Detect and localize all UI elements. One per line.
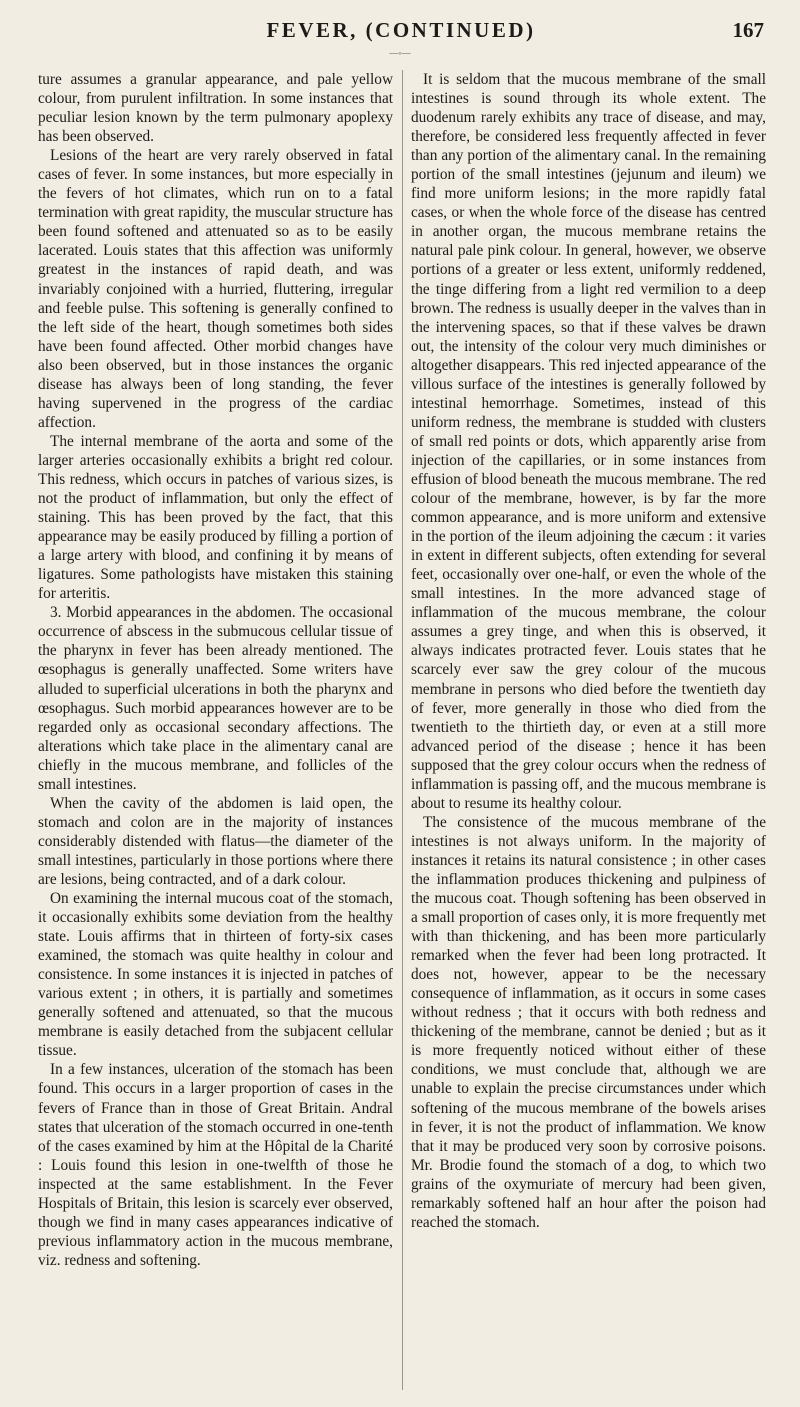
paragraph: When the cavity of the abdomen is laid open, the stomach and colon are in the majority of instances considerably distended with flatus—the diameter of the small intestines, particularly in those portions where there are lesions, being contracted, and of a dark colour. [38,794,393,888]
page-header [38,18,764,46]
paragraph: Lesions of the heart are very rarely observed in fatal cases of fever. In some instances, but more especially in the fevers of hot climates, which run on to a fatal termination with great rapidity, the muscular structure has been found softened and attenuated so as to be easily lacerated. Louis states that this affection was uniformly greatest in the instances of rapid death, and was invariably conjoined with a hurried, fluttering, irregular and feeble pulse. This softening is generally confined to the left side of the heart, though sometimes both sides have been found affected. Other morbid changes have also been observed, but in those instances the organic disease has always been of long standing, the fever having supervened in the progress of the cardiac affection. [38,147,393,431]
text-columns [38,70,768,1400]
column-divider [402,70,403,1390]
paragraph: ture assumes a granular appearance, and pale yellow colour, from purulent infiltration. In some instances that peculiar lesion known by the term pulmonary apoplexy has been observed. [38,71,393,146]
paragraph: It is seldom that the mucous membrane of the small intestines is sound through its whole extent. The duodenum rarely exhibits any trace of disease, and may, therefore, be considered less frequently affected in fever than any portion of the alimentary canal. In the remaining portion of the small intestines (jejunum and ileum) we find more uniform lesions; in the more rapidly fatal cases, or when the whole force of the disease has centred in another organ, the mucous membrane retains the natural pale pink colour. In general, however, we observe portions of a greater or less extent, uniformly reddened, the tinge differing from a light red vermilion to a deep brown. The redness is usually deeper in the valves than in the intervening spaces, so that if these valves be drawn out, the intensity of the colour very much diminishes or altogether disappears. This red injected appearance of the villous surface of the intestines is generally followed by intestinal hemorrhage. Sometimes, instead of this uniform redness, the membrane is studded with clusters of small red points or dots, which apparently arise from injection of the capillaries, or in some instances from effusion of blood beneath the mucous membrane. The red colour of the membrane, however, is by far the more common appearance, and is more uniform and extensive in the portion of the ileum adjoining the cæcum : it varies in extent in different subjects, often extending for several feet, occasionally over one-half, or even the whole of the small intestines. In the more advanced stage of inflammation of the mucous membrane, the colour assumes a grey tinge, and when this is observed, it always indicates protracted fever. Louis states that he scarcely ever saw the grey colour of the mucous membrane in persons who died before the twentieth day of fever, more generally in those who died from the twentieth to the thirtieth day, or even at a still more advanced period of the disease ; hence it has been supposed that the grey colour occurs when the redness of inflammation is passing off, and the mucous membrane is about to resume its healthy colour. [411,71,766,812]
header-ornament: —◦— [389,48,411,58]
right-column [411,70,766,1232]
paragraph: 3. Morbid appearances in the abdomen. The occasional occurrence of abscess in the submucous cellular tissue of the pharynx in fever has been already mentioned. The œsophagus is generally unaffected. Some writers have alluded to superficial ulcerations in both the pharynx and œsophagus. Such morbid appearances however are to be regarded only as occasional secondary affections. The alterations which take place in the alimentary canal are chiefly in the mucous membrane, and follicles of the small intestines. [38,604,393,793]
paragraph: In a few instances, ulceration of the stomach has been found. This occurs in a larger proportion of cases in the fevers of France than in those of Great Britain. Andral states that ulceration of the stomach occurred in one-tenth of the cases examined by him at the Hôpital de la Charité : Louis found this lesion in one-twelfth of those he inspected at the same establishment. In the Fever Hospitals of Britain, this lesion is scarcely ever observed, though we find in many cases appearances indicative of previous inflammatory action in the mucous membrane, viz. redness and softening. [38,1061,393,1269]
paragraph: The consistence of the mucous membrane of the intestines is not always uniform. In the majority of instances it retains its natural consistence ; in other cases the inflammation produces thickening and pulpiness of the mucous coat. Though softening has been observed in a small proportion of cases only, it is more frequently met with than thickening, and has been more particularly remarked when the fever had been long protracted. It does not, however, appear to be the necessary consequence of inflammation, as it occurs in some cases without redness ; that it occurs with both redness and thickening of the membrane, cannot be denied ; but as it is more frequently noticed without either of these conditions, we must conclude that, although we are unable to explain the precise circumstances under which softening of the mucous membrane of the bowels arises in fever, it is not the product of inflammation. We know that it may be produced very soon by corrosive poisons. Mr. Brodie found the stomach of a dog, to which two grains of the oxymuriate of mercury had been given, remarkably softened half an hour after the poison had reached the stomach. [411,813,766,1231]
running-head: FEVER, (CONTINUED) [266,18,536,42]
paragraph: The internal membrane of the aorta and some of the larger arteries occasionally exhibits a bright red colour. This redness, which occurs in patches of various sizes, is not the product of inflammation, but only the effect of staining. This has been proved by the fact, that this appearance may be easily produced by filling a portion of a large artery with blood, and confining it by means of ligatures. Some pathologists have mistaken this staining for arteritis. [38,432,393,603]
page-number: 167 [732,18,764,42]
left-column [38,70,393,1270]
paragraph: On examining the internal mucous coat of the stomach, it occasionally exhibits some deviation from the healthy state. Louis affirms that in thirteen of forty-six cases examined, the stomach was quite healthy in colour and consistence. In some instances it is injected in patches of various extent ; in others, it is partially and sometimes generally softened and attenuated, so that the mucous membrane is easily detached from the subjacent cellular tissue. [38,890,393,1060]
